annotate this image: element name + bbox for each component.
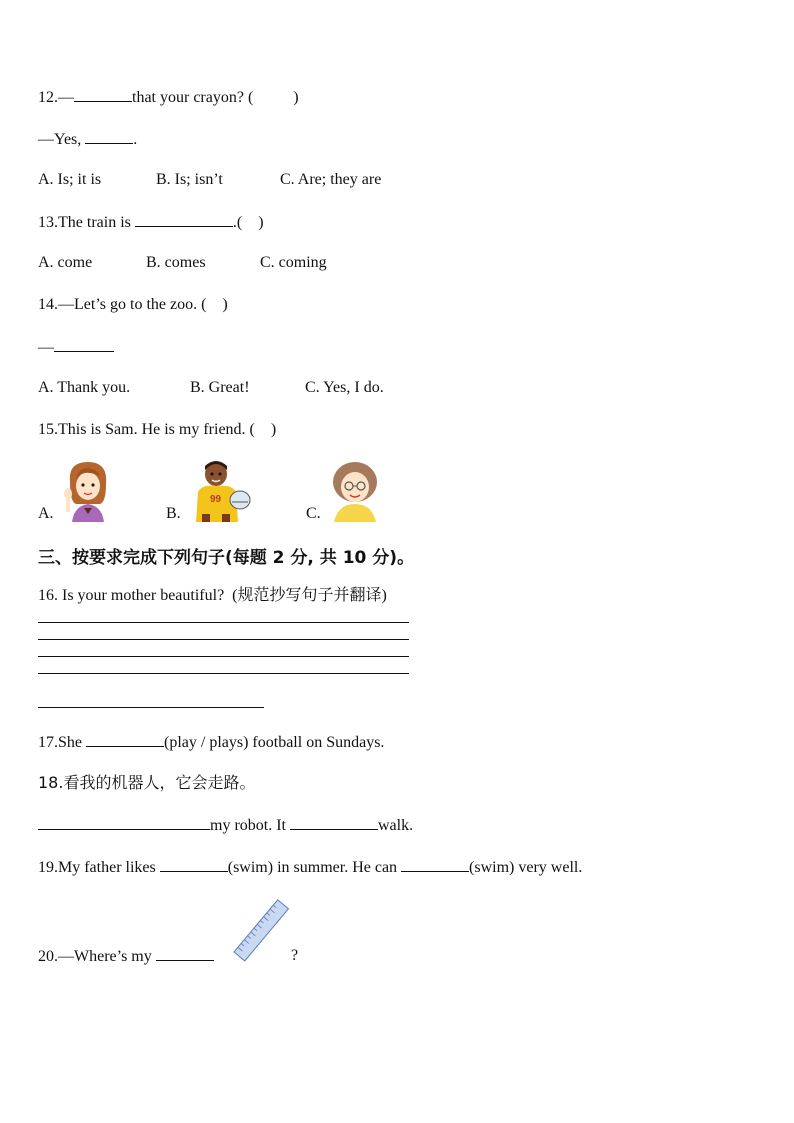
section3-title: 三、按要求完成下列句子(每题 2 分, 共 10 分)。 bbox=[38, 548, 415, 568]
boy-football-player-icon bbox=[192, 458, 254, 522]
q15-option-b[interactable]: B. bbox=[166, 505, 181, 522]
q13-line: 13.The train is .( ) bbox=[38, 214, 264, 231]
q19-line: 19.My father likes (swim) in summer. He can (swim) very well. bbox=[38, 859, 583, 876]
q16-line: 16. Is your mother beautiful? (规范抄写句子并翻译) bbox=[38, 587, 387, 604]
q20-line: 20.—Where’s my bbox=[38, 946, 214, 967]
q18-blank-2[interactable] bbox=[290, 815, 378, 830]
q20-question-mark: ? bbox=[291, 947, 299, 964]
q16-writing-line-4[interactable] bbox=[38, 673, 409, 674]
q19-blank-2[interactable] bbox=[401, 857, 469, 872]
q14-option-b[interactable]: B. Great! bbox=[190, 379, 250, 396]
q14-line1: 14.—Let’s go to the zoo. ( ) bbox=[38, 296, 228, 313]
q12-blank-2[interactable] bbox=[85, 129, 133, 144]
q12-option-c[interactable]: C. Are; they are bbox=[280, 171, 382, 188]
q14-option-a[interactable]: A. Thank you. bbox=[38, 379, 131, 396]
q13-option-c[interactable]: C. coming bbox=[260, 254, 327, 271]
q19-blank-1[interactable] bbox=[160, 857, 228, 872]
q14-blank[interactable] bbox=[54, 337, 114, 352]
girl-waving-icon bbox=[60, 458, 116, 522]
q16-writing-line-3[interactable] bbox=[38, 656, 409, 657]
q13-blank[interactable] bbox=[135, 212, 233, 227]
q18-line1: 18.看我的机器人，它会走路。 bbox=[38, 773, 256, 792]
q13-option-a[interactable]: A. come bbox=[38, 254, 93, 271]
q14-line2: — bbox=[38, 337, 114, 358]
q18-line2: my robot. It walk. bbox=[38, 815, 413, 836]
q13-option-b[interactable]: B. comes bbox=[146, 254, 206, 271]
svg-text:99: 99 bbox=[210, 494, 222, 505]
q14-option-c[interactable]: C. Yes, I do. bbox=[305, 379, 384, 396]
q15-line1: 15.This is Sam. He is my friend. ( ) bbox=[38, 421, 277, 438]
q18-blank-1[interactable] bbox=[38, 815, 210, 830]
q16-writing-line-2[interactable] bbox=[38, 639, 409, 640]
q17-blank[interactable] bbox=[86, 732, 164, 747]
q16-translation-line[interactable] bbox=[38, 707, 264, 708]
q12-option-a[interactable]: A. Is; it is bbox=[38, 171, 102, 188]
q20-blank[interactable] bbox=[156, 946, 214, 961]
q17-line: 17.She (play / plays) football on Sundays. bbox=[38, 734, 385, 751]
q12-option-b[interactable]: B. Is; isn’t bbox=[156, 171, 223, 188]
q12-line1: 12.— that your crayon? ( ) bbox=[38, 89, 299, 106]
q12-line2: —Yes, . bbox=[38, 131, 138, 148]
ruler-icon bbox=[232, 898, 292, 964]
q15-option-a[interactable]: A. bbox=[38, 505, 54, 522]
q15-option-c[interactable]: C. bbox=[306, 505, 321, 522]
q12-blank-1[interactable] bbox=[74, 87, 132, 102]
grandmother-icon bbox=[330, 460, 380, 522]
q16-writing-line-1[interactable] bbox=[38, 622, 409, 623]
